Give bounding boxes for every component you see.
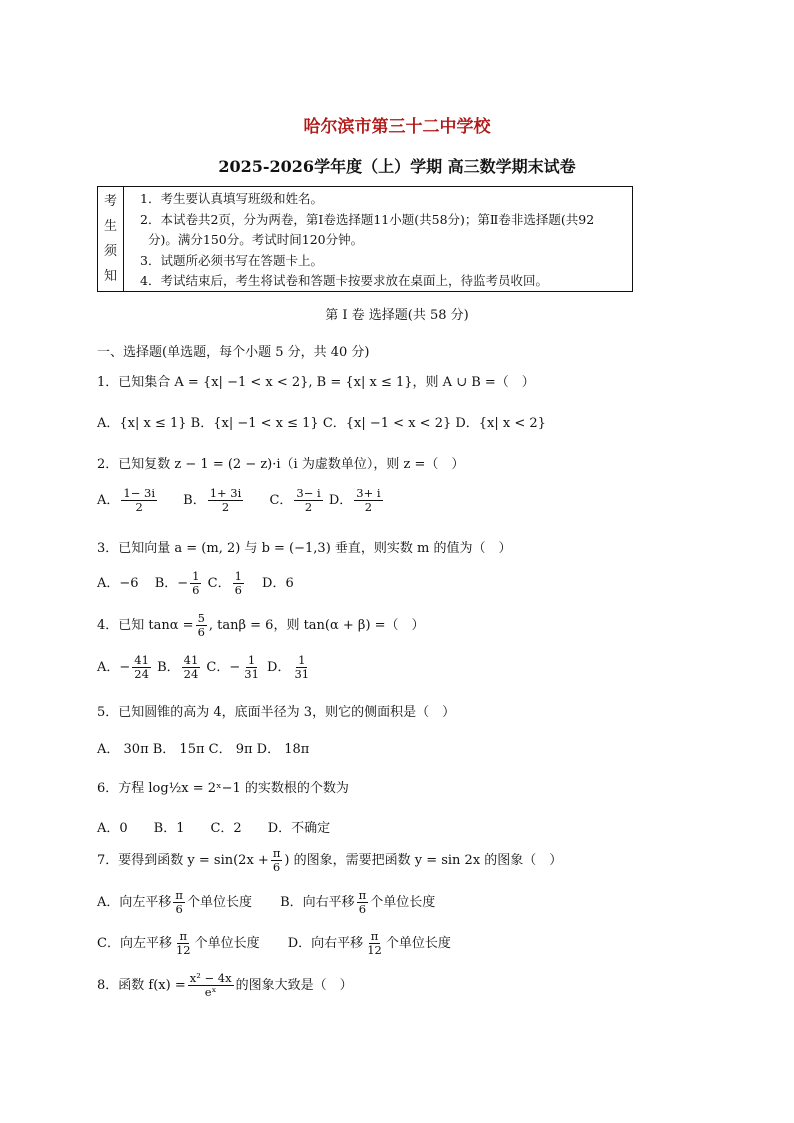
option-label: C．− (206, 660, 241, 675)
question-1-stem: 1．已知集合 A = {x| −1 < x < 2}, B = {x| x ≤ 1}，则 A ∪ B =（ ） (97, 375, 535, 390)
fraction: $\frac{41}{24}$ (183, 653, 199, 681)
option-label: C． (269, 493, 293, 508)
section-title: 一、选择题(单选题，每个小题 5 分，共 40 分) (97, 345, 370, 360)
question-8-stem: 8．函数 f(x) = $\frac{\text{x² − 4x}}{\text{eˣ}}$ 的图象大致是（ ） (97, 971, 353, 999)
question-1-options: A．{x| x ≤ 1} B．{x| −1 < x ≤ 1} C．{x| −1 < x < 2} D．{x| x < 2} (97, 416, 546, 431)
question-6-stem: 6．方程 log½x = 2ˣ−1 的实数根的个数为 (97, 781, 349, 796)
notice-body (128, 189, 630, 292)
fraction: $\frac{1}{6}$ (192, 569, 200, 597)
notice-line: 2．本试卷共2页，分为两卷，第Ⅰ卷选择题11小题(共58分)；第Ⅱ卷非选择题(共92 (140, 211, 595, 227)
fraction: $\frac{\pi}{6}$ (358, 888, 367, 916)
fraction: $\frac{\pi}{6}$ (272, 846, 281, 874)
fraction: $\frac{3+ i}{2}$ (356, 486, 381, 514)
question-2-stem: 2．已知复数 z − 1 = (2 − z)·i（i 为虚数单位），则 z =（ ） (97, 457, 465, 472)
notice-label (98, 187, 124, 291)
exam-notice-box (97, 186, 633, 292)
fraction: $\frac{\pi}{6}$ (175, 888, 183, 916)
fraction: $\frac{1+ 3i}{2}$ (209, 486, 242, 514)
question-5-options: A． 30π B． 15π C． 9π D． 18π (97, 742, 310, 757)
exam-title: 2025-2026学年度（上）学期 高三数学期末试卷 (218, 157, 576, 176)
question-3-stem: 3．已知向量 a = (m, 2) 与 b = (−1,3) 垂直，则实数 m 的值为（ ） (97, 541, 512, 556)
question-7-options-cd: C．向左平移 $\frac{\pi}{12}$ 个单位长度 D．向右平移 $\frac{\pi}{12}$ 个单位长度 (97, 929, 451, 957)
option-label: A．−6 (97, 576, 139, 591)
option-label: B． (157, 660, 180, 675)
notice-label-char: 生 (103, 219, 117, 234)
option-label: D．6 (262, 576, 294, 591)
notice-line: 1．考生要认真填写班级和姓名。 (140, 191, 323, 206)
fraction: $\frac{1}{31}$ (294, 653, 310, 681)
fraction: $\frac{\text{x² − 4x}}{\text{eˣ}}$ (189, 971, 232, 999)
notice-label-char: 须 (103, 244, 117, 259)
question-3-options (97, 570, 294, 597)
option-label: B． (183, 493, 206, 508)
notice-line: 4．考试结束后，考生将试卷和答题卡按要求放在桌面上，待监考员收回。 (140, 273, 548, 288)
question-7-stem: 7．要得到函数 y = sin(2x + $\frac{\pi}{6}$ ) 的图象，需要把函数 y = sin 2x 的图象（ ） (97, 846, 563, 874)
fraction: $\frac{1}{6}$ (234, 569, 242, 597)
option-label: C． (207, 576, 231, 591)
option-label: A． (97, 493, 120, 508)
fraction: $\frac{5}{6}$ (197, 611, 205, 639)
option-label: D． (267, 660, 291, 675)
option-label: D． (328, 493, 353, 508)
question-4-options (97, 654, 313, 681)
fraction: $\frac{\pi}{12}$ (367, 929, 382, 957)
fraction: $\frac{3- i}{2}$ (296, 486, 321, 514)
question-4-stem: 4．已知 tanα = $\frac{5}{6}$ , tanβ = 6，则 tan(α + β) =（ ） (97, 611, 425, 639)
fraction: $\frac{1}{31}$ (244, 653, 259, 681)
question-7-options-ab: A．向左平移 $\frac{\pi}{6}$ 个单位长度 B．向右平移 $\frac{\pi}{6}$ 个单位长度 (97, 888, 436, 916)
fraction: $\frac{41}{24}$ (134, 653, 149, 681)
notice-label-char: 考 (103, 194, 117, 209)
option-label: A．− (97, 660, 131, 675)
notice-line: 3．试题所必须书写在答题卡上。 (140, 252, 323, 268)
school-name: 哈尔滨市第三十二中学校 (303, 117, 491, 137)
question-5-stem: 5．已知圆锥的高为 4，底面半径为 3，则它的侧面积是（ ） (97, 705, 456, 720)
notice-label-char: 知 (103, 269, 117, 284)
question-6-options: A．0 B．1 C．2 D．不确定 (97, 821, 331, 836)
volume-title: 第 I 卷 选择题(共 58 分) (325, 308, 469, 323)
notice-line: 分)。满分150分。考试时间120分钟。 (148, 232, 364, 247)
option-label: B．− (154, 576, 189, 591)
fraction: $\frac{\pi}{12}$ (175, 929, 191, 957)
question-2-options (97, 487, 385, 514)
fraction: $\frac{1- 3i}{2}$ (123, 486, 155, 514)
